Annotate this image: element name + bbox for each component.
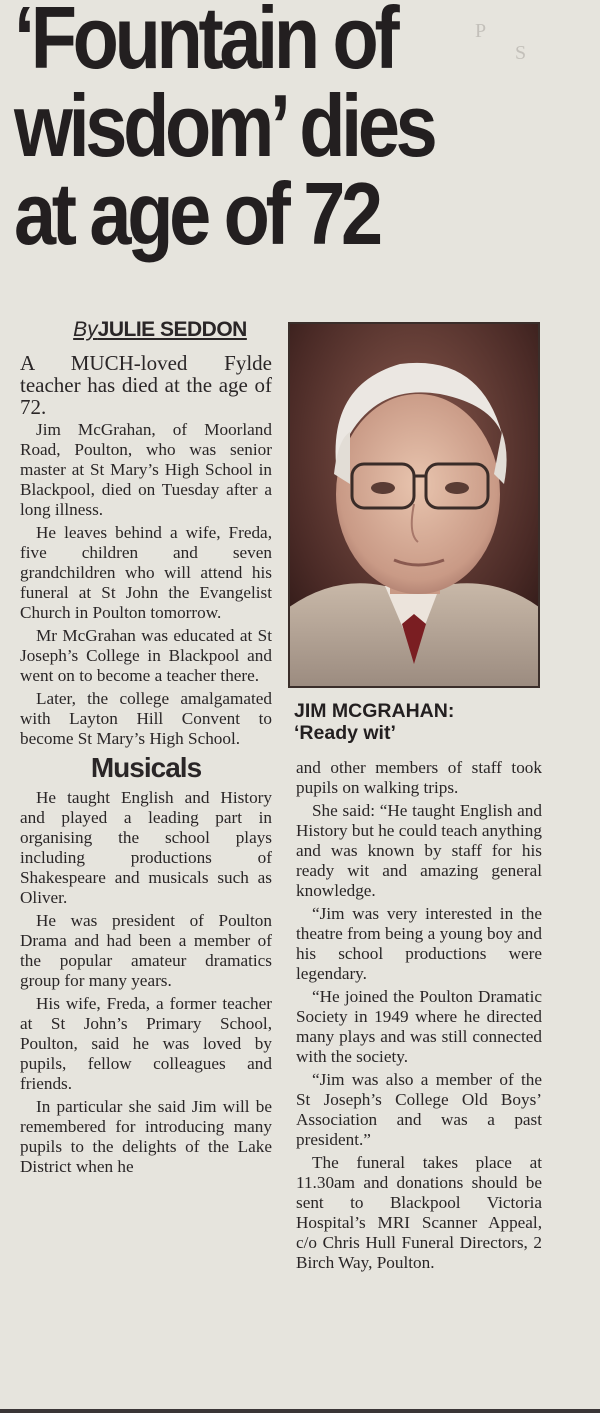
article-column-2 (296, 758, 542, 1276)
headline (14, 0, 478, 263)
headline-line-2: wisdom’ dies (14, 76, 434, 175)
headline-line-1: ‘Fountain of (14, 0, 396, 87)
photo-caption (294, 700, 544, 744)
lead-paragraph: A MUCH-loved Fylde teacher has died at the age of 72. (20, 351, 272, 419)
paragraph: “He joined the Poulton Dramatic Society in 1949 where he directed many plays and was still connected with the society. (296, 987, 542, 1066)
subheading: Musicals (90, 752, 202, 783)
portrait-photo (288, 322, 540, 688)
bleed-through-text: P S (475, 20, 527, 64)
paragraph: Jim McGrahan, of Moorland Road, Poulton, who was senior master at St Mary’s High School in Blackpool, died on Tuesday after a long illness. (20, 420, 272, 519)
caption-quote: ‘Ready wit’ (294, 722, 396, 744)
article-column-1 (20, 318, 272, 1180)
paragraph: Mr McGrahan was educated at St Joseph’s College in Blackpool and went on to become a teacher there. (20, 626, 272, 685)
paragraph: She said: “He taught English and History but he could teach anything and was known by staff for his ready wit and amazing general knowledge. (296, 801, 542, 900)
byline-prefix: By (73, 318, 98, 341)
paragraph: He taught English and History and played a leading part in organising the school plays including productions of Shakespeare and musicals such as Oliver. (20, 788, 272, 907)
paragraph: The funeral takes place at 11.30am and donations should be sent to Blackpool Victoria Hospital’s MRI Scanner Appeal, c/o Chris Hull Funeral Directors, 2 Birch Way, Poulton. (296, 1153, 542, 1272)
paragraph: “Jim was also a member of the St Joseph’s College Old Boys’ Association and was a past president.” (296, 1070, 542, 1149)
bottom-rule (0, 1409, 600, 1413)
caption-name: JIM MCGRAHAN: (294, 700, 455, 722)
byline-name: JULIE SEDDON (97, 318, 247, 341)
paragraph: “Jim was very interested in the theatre from being a young boy and his school productions were legendary. (296, 904, 542, 983)
paragraph: He leaves behind a wife, Freda, five children and seven grandchildren who will attend his funeral at St John the Evangelist Church in Poulton tomorrow. (20, 523, 272, 622)
paragraph: His wife, Freda, a former teacher at St John’s Primary School, Poulton, said he was loved by pupils, fellow colleagues and friends. (20, 994, 272, 1093)
paragraph: and other members of staff took pupils on walking trips. (296, 758, 542, 797)
paragraph: Later, the college amalgamated with Layton Hill Convent to become St Mary’s High School. (20, 689, 272, 748)
byline (48, 318, 272, 342)
headline-line-3: at age of 72 (14, 164, 379, 263)
paragraph: In particular she said Jim will be remembered for introducing many pupils to the delights of the Lake District when he (20, 1097, 272, 1176)
paragraph: He was president of Poulton Drama and had been a member of the popular amateur dramatics group for many years. (20, 911, 272, 990)
